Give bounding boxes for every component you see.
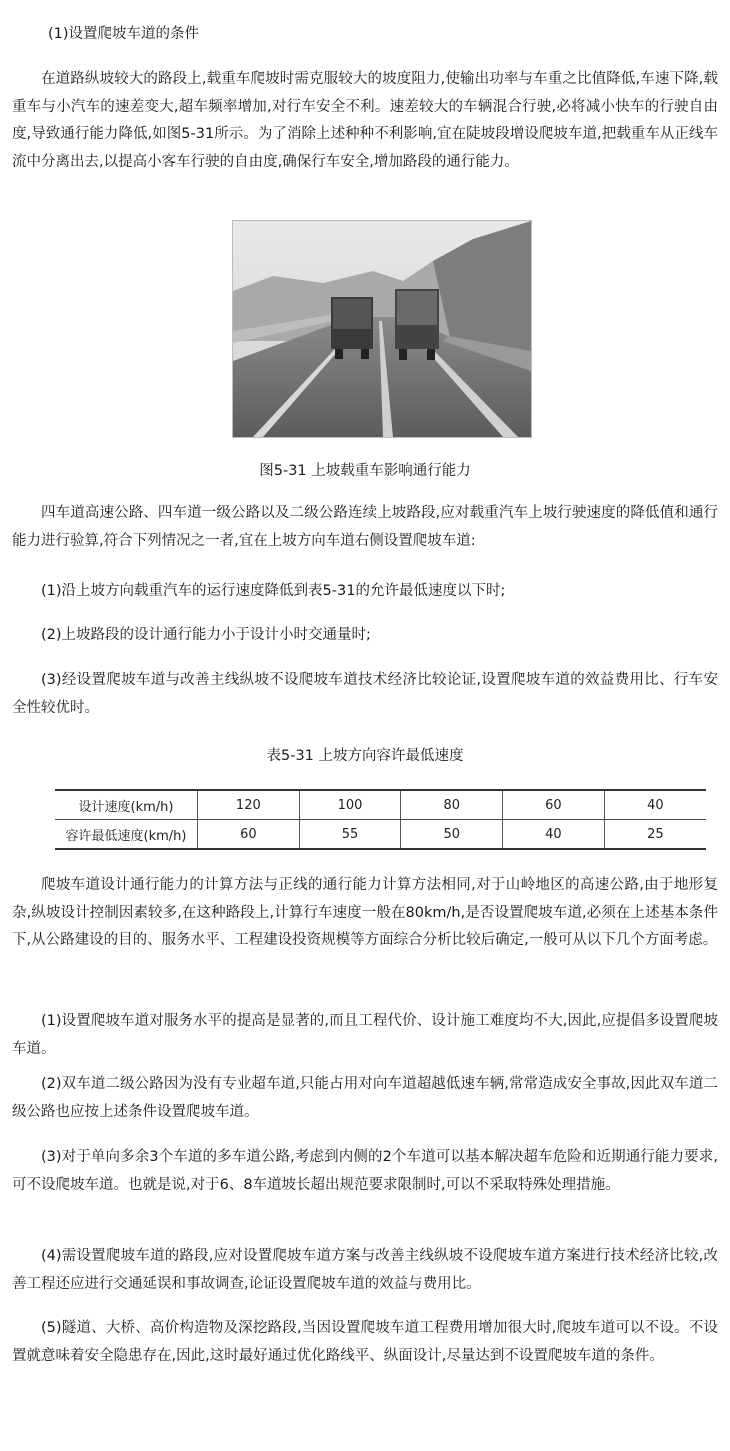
- condition-item-1: (1)沿上坡方向载重汽车的运行速度降低到表5-31的允许最低速度以下时;: [41, 583, 506, 599]
- figure-photo-trucks: [232, 220, 532, 438]
- table-cell: 120: [198, 790, 300, 820]
- table-caption: 表5-31 上坡方向容许最低速度: [266, 748, 464, 764]
- paragraph-capacity: 爬坡车道设计通行能力的计算方法与正线的通行能力计算方法相同,对于山岭地区的高速公路,由于地形复杂,纵坡设计控制因素较多,在这种路段上,计算行车速度一般在80km/h,是否设置爬坡车道,必须在上述基本条件下,从公路建设的目的、服务水平、工程建设投资规模等方面综合分析比较后确定,一般可从以下几个方面考虑。: [12, 877, 718, 948]
- consideration-item-1: (1)设置爬坡车道对服务水平的提高是显著的,而且工程代价、设计施工难度均不大,因此,应提倡多设置爬坡车道。: [12, 1013, 718, 1057]
- table-cell: 50: [401, 820, 503, 850]
- table-cell: 60: [198, 820, 300, 850]
- table-cell: 25: [604, 820, 706, 850]
- table-cell: 80: [401, 790, 503, 820]
- table-cell: 40: [604, 790, 706, 820]
- table-cell: 40: [503, 820, 605, 850]
- row-label-design-speed: 设计速度(km/h): [55, 790, 198, 820]
- table-row: [55, 820, 706, 850]
- consideration-item-5: (5)隧道、大桥、高价构造物及深挖路段,当因设置爬坡车道工程费用增加很大时,爬坡车道可以不设。不设置就意味着安全隐患存在,因此,这时最好通过优化路线平、纵面设计,尽量达到不设置爬坡车道的条件。: [12, 1320, 718, 1364]
- consideration-item-3: (3)对于单向多余3个车道的多车道公路,考虑到内侧的2个车道可以基本解决超车危险和近期通行能力要求,可不设爬坡车道。也就是说,对于6、8车道坡长超出规范要求限制时,可以不采取特殊处理措施。: [12, 1149, 718, 1193]
- consideration-item-2: (2)双车道二级公路因为没有专业超车道,只能占用对向车道超越低速车辆,常常造成安全事故,因此双车道二级公路也应按上述条件设置爬坡车道。: [12, 1076, 718, 1120]
- condition-item-2: (2)上坡路段的设计通行能力小于设计小时交通量时;: [41, 627, 371, 643]
- table-cell: 55: [299, 820, 401, 850]
- consideration-item-4: (4)需设置爬坡车道的路段,应对设置爬坡车道方案与改善主线纵坡不设爬坡车道方案进行技术经济比较,改善工程还应进行交通延误和事故调查,论证设置爬坡车道的效益与费用比。: [12, 1248, 718, 1292]
- table-cell: 60: [503, 790, 605, 820]
- section-heading: (1)设置爬坡车道的条件: [48, 26, 200, 42]
- paragraph-conditions: 四车道高速公路、四车道一级公路以及二级公路连续上坡路段,应对载重汽车上坡行驶速度的降低值和通行能力进行验算,符合下列情况之一者,宜在上坡方向车道右侧设置爬坡车道:: [12, 505, 718, 549]
- figure-caption: 图5-31 上坡载重车影响通行能力: [259, 463, 471, 479]
- row-label-min-speed: 容许最低速度(km/h): [55, 820, 198, 850]
- table-cell: 100: [299, 790, 401, 820]
- truck-photo-illustration: [233, 221, 531, 437]
- paragraph-intro: 在道路纵坡较大的路段上,载重车爬坡时需克服较大的坡度阻力,使输出功率与车重之比值降低,车速下降,载重车与小汽车的速差变大,超车频率增加,对行车安全不利。速差较大的车辆混合行驶,必将减小快车的行驶自由度,导致通行能力降低,如图5-31所示。为了消除上述种种不利影响,宜在陡坡段增设爬坡车道,把载重车从正线车流中分离出去,以提高小客车行驶的自由度,确保行车安全,增加路段的通行能力。: [12, 71, 718, 170]
- table-row: [55, 790, 706, 820]
- condition-item-3: (3)经设置爬坡车道与改善主线纵坡不设爬坡车道技术经济比较论证,设置爬坡车道的效益费用比、行车安全性较优时。: [12, 672, 718, 716]
- speed-table: [55, 789, 706, 850]
